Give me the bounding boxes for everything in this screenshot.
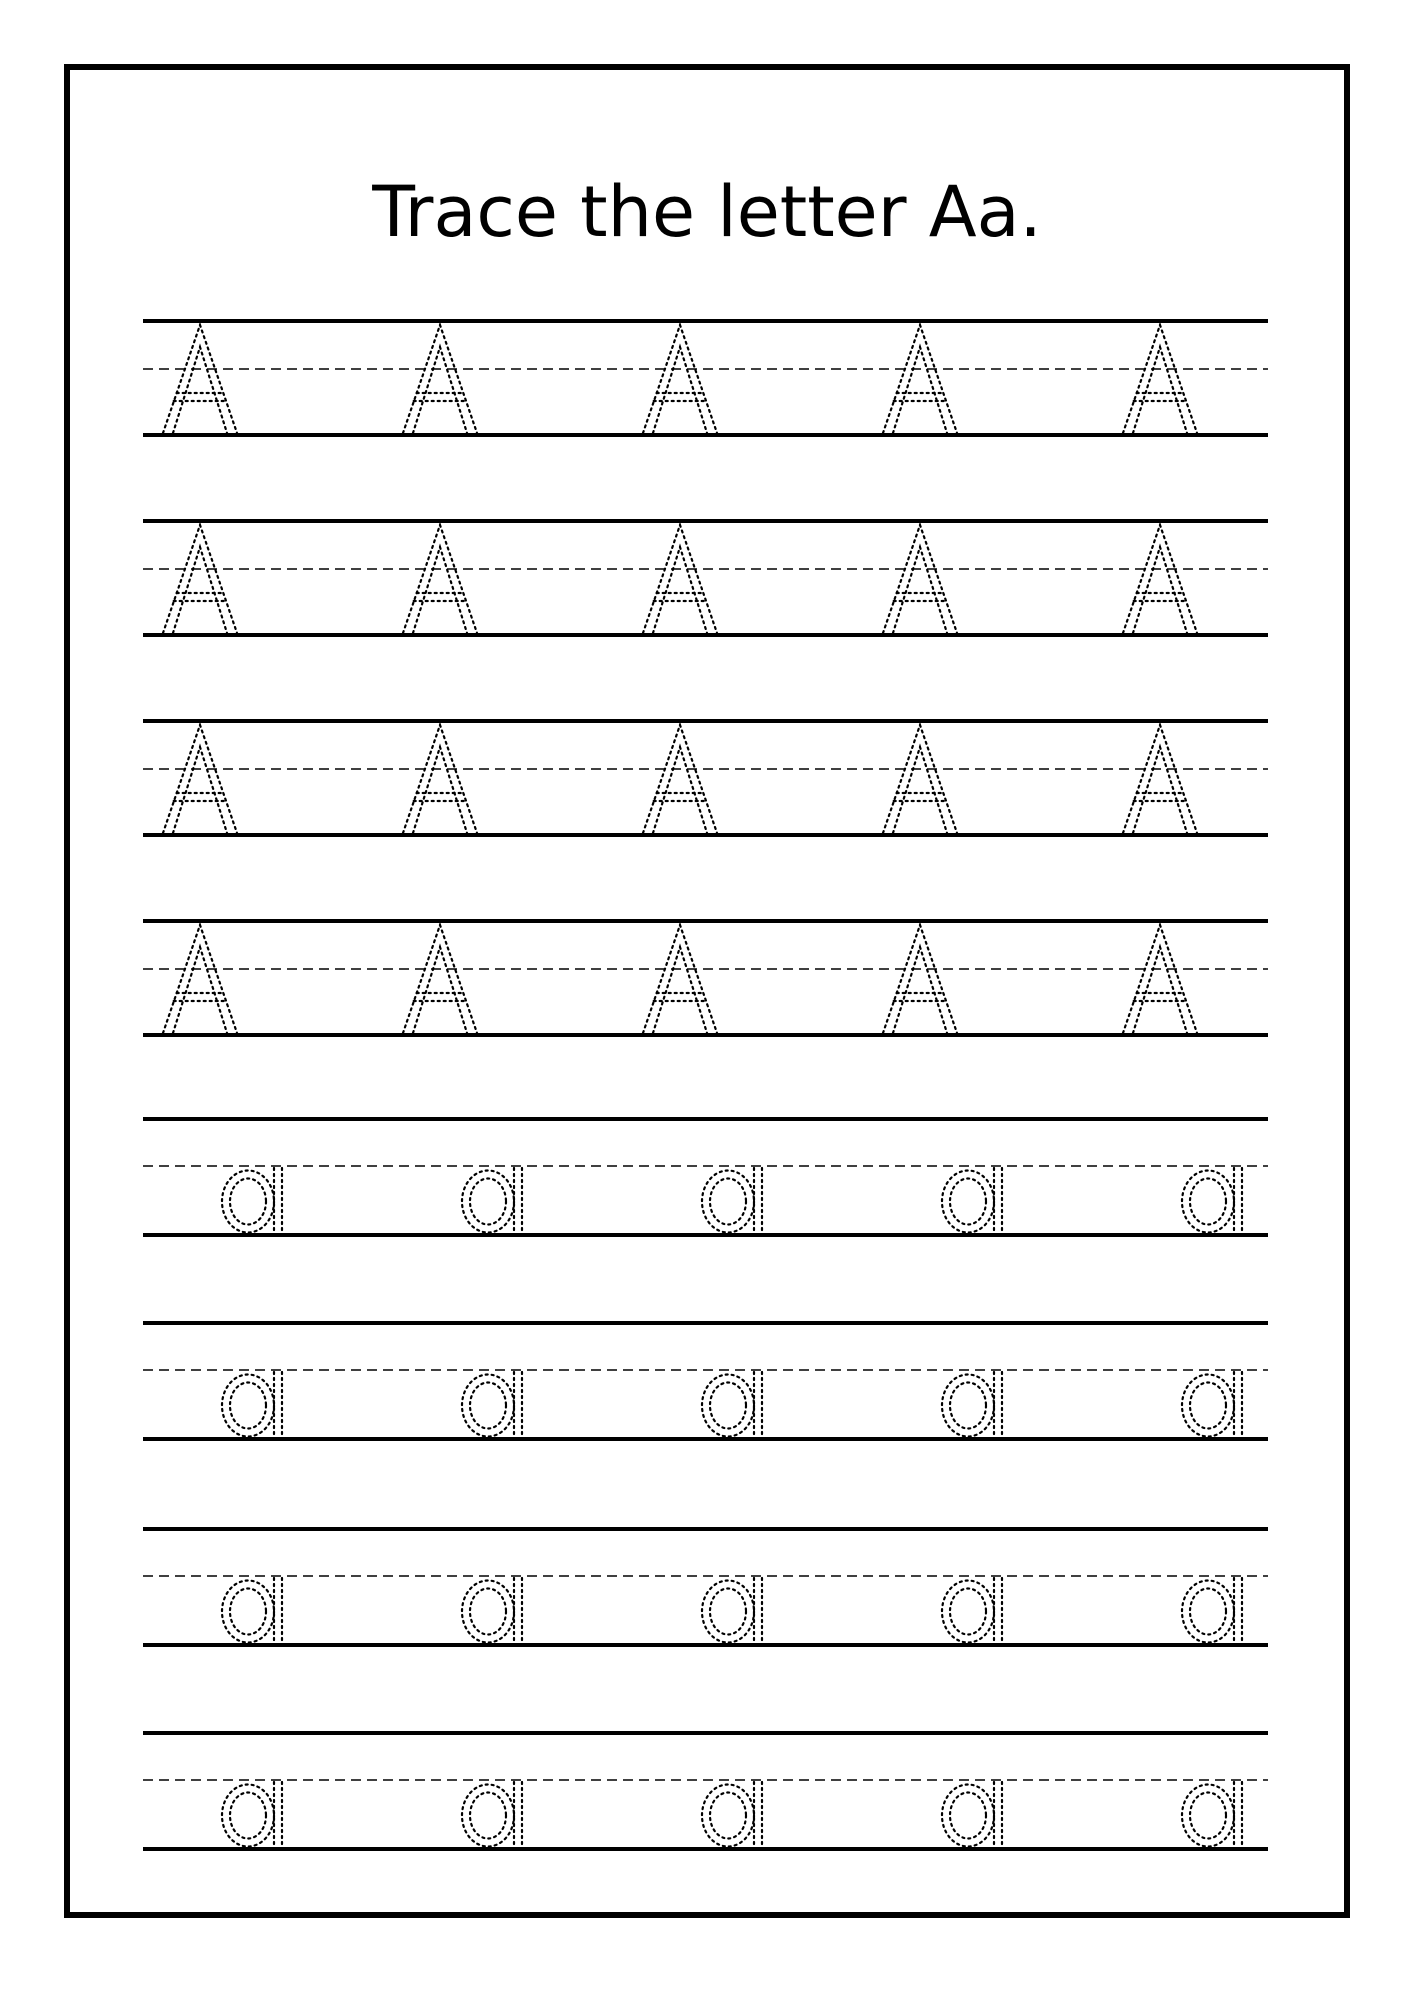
trace-crossbar xyxy=(894,593,947,601)
trace-letter-lowercase xyxy=(1182,1168,1242,1233)
trace-letter-uppercase xyxy=(163,525,237,633)
trace-letter-lowercase xyxy=(222,1372,282,1437)
trace-stem xyxy=(1234,1578,1242,1643)
trace-letter-uppercase xyxy=(403,725,477,833)
trace-letter-uppercase xyxy=(163,725,237,833)
trace-stem xyxy=(754,1168,762,1233)
trace-bowl-inner xyxy=(230,1793,266,1839)
trace-letter-uppercase xyxy=(883,725,957,833)
trace-stem xyxy=(514,1578,522,1643)
trace-stroke xyxy=(653,547,707,633)
trace-stroke xyxy=(883,525,957,633)
trace-letter-lowercase xyxy=(1182,1782,1242,1847)
trace-crossbar xyxy=(1134,993,1187,1001)
trace-letter-lowercase xyxy=(1182,1578,1242,1643)
trace-stroke xyxy=(163,525,237,633)
trace-stroke xyxy=(403,525,477,633)
trace-bowl-inner xyxy=(470,1793,506,1839)
trace-crossbar xyxy=(174,793,227,801)
trace-letter-uppercase xyxy=(883,325,957,433)
trace-stroke xyxy=(403,325,477,433)
trace-stem xyxy=(1234,1168,1242,1233)
trace-bowl-inner xyxy=(710,1179,746,1225)
trace-bowl-inner xyxy=(950,1589,986,1635)
uppercase-row xyxy=(143,721,1268,835)
trace-stroke xyxy=(173,547,227,633)
trace-stroke xyxy=(1133,747,1187,833)
trace-stroke xyxy=(1123,925,1197,1033)
trace-stroke xyxy=(413,747,467,833)
trace-stroke xyxy=(893,747,947,833)
trace-stem xyxy=(994,1372,1002,1437)
uppercase-row xyxy=(143,921,1268,1035)
trace-bowl-inner xyxy=(1190,1179,1226,1225)
trace-stroke xyxy=(883,325,957,433)
trace-stroke xyxy=(413,947,467,1033)
trace-stroke xyxy=(643,725,717,833)
trace-bowl-inner xyxy=(1190,1383,1226,1429)
trace-stem xyxy=(514,1168,522,1233)
trace-bowl-inner xyxy=(470,1383,506,1429)
trace-crossbar xyxy=(174,993,227,1001)
trace-letter-uppercase xyxy=(643,725,717,833)
trace-stroke xyxy=(1123,325,1197,433)
trace-letter-lowercase xyxy=(702,1168,762,1233)
trace-letter-lowercase xyxy=(462,1168,522,1233)
trace-stroke xyxy=(893,347,947,433)
trace-letter-uppercase xyxy=(1123,925,1197,1033)
trace-letter-lowercase xyxy=(702,1372,762,1437)
trace-letter-uppercase xyxy=(643,925,717,1033)
trace-stroke xyxy=(653,947,707,1033)
trace-bowl-inner xyxy=(950,1383,986,1429)
trace-stroke xyxy=(1123,525,1197,633)
trace-letter-uppercase xyxy=(403,925,477,1033)
trace-bowl-inner xyxy=(230,1179,266,1225)
trace-stroke xyxy=(1133,947,1187,1033)
trace-crossbar xyxy=(654,393,707,401)
lowercase-row xyxy=(143,1323,1268,1439)
trace-letter-uppercase xyxy=(643,325,717,433)
trace-bowl-inner xyxy=(230,1383,266,1429)
trace-stroke xyxy=(163,925,237,1033)
trace-bowl-inner xyxy=(950,1179,986,1225)
trace-crossbar xyxy=(894,793,947,801)
trace-stroke xyxy=(883,725,957,833)
trace-bowl-inner xyxy=(470,1179,506,1225)
trace-stem xyxy=(994,1578,1002,1643)
trace-stroke xyxy=(893,947,947,1033)
trace-crossbar xyxy=(174,593,227,601)
trace-stem xyxy=(514,1782,522,1847)
trace-stroke xyxy=(1133,347,1187,433)
trace-stem xyxy=(274,1782,282,1847)
trace-stem xyxy=(274,1372,282,1437)
trace-stroke xyxy=(163,325,237,433)
trace-crossbar xyxy=(1134,593,1187,601)
trace-letter-uppercase xyxy=(1123,725,1197,833)
trace-letter-lowercase xyxy=(462,1372,522,1437)
trace-stroke xyxy=(163,725,237,833)
trace-letter-lowercase xyxy=(942,1782,1002,1847)
trace-crossbar xyxy=(654,993,707,1001)
trace-letter-lowercase xyxy=(462,1578,522,1643)
trace-stroke xyxy=(893,547,947,633)
trace-stem xyxy=(1234,1782,1242,1847)
trace-crossbar xyxy=(414,793,467,801)
trace-bowl-inner xyxy=(1190,1793,1226,1839)
trace-stroke xyxy=(403,925,477,1033)
trace-letter-uppercase xyxy=(883,525,957,633)
trace-stroke xyxy=(173,947,227,1033)
uppercase-row xyxy=(143,521,1268,635)
lowercase-row xyxy=(143,1733,1268,1849)
trace-stroke xyxy=(1133,547,1187,633)
trace-letter-uppercase xyxy=(163,925,237,1033)
trace-stroke xyxy=(413,547,467,633)
trace-bowl-inner xyxy=(950,1793,986,1839)
trace-letter-uppercase xyxy=(643,525,717,633)
trace-stem xyxy=(754,1372,762,1437)
trace-letter-uppercase xyxy=(1123,325,1197,433)
trace-bowl-inner xyxy=(230,1589,266,1635)
trace-bowl-inner xyxy=(1190,1589,1226,1635)
trace-letter-lowercase xyxy=(702,1578,762,1643)
trace-stem xyxy=(754,1782,762,1847)
trace-crossbar xyxy=(894,993,947,1001)
trace-crossbar xyxy=(1134,393,1187,401)
trace-stroke xyxy=(643,325,717,433)
worksheet-title: Trace the letter Aa. xyxy=(372,171,1042,253)
trace-stroke xyxy=(643,925,717,1033)
trace-letter-lowercase xyxy=(942,1578,1002,1643)
trace-crossbar xyxy=(414,393,467,401)
uppercase-row xyxy=(143,321,1268,435)
trace-stroke xyxy=(653,347,707,433)
trace-bowl-inner xyxy=(710,1589,746,1635)
trace-letter-lowercase xyxy=(222,1168,282,1233)
trace-letter-lowercase xyxy=(942,1372,1002,1437)
trace-crossbar xyxy=(174,393,227,401)
trace-letter-lowercase xyxy=(222,1578,282,1643)
trace-letter-uppercase xyxy=(403,525,477,633)
trace-bowl-inner xyxy=(470,1589,506,1635)
trace-crossbar xyxy=(414,993,467,1001)
trace-stroke xyxy=(413,347,467,433)
trace-stem xyxy=(754,1578,762,1643)
trace-stem xyxy=(1234,1372,1242,1437)
trace-stroke xyxy=(403,725,477,833)
lowercase-row xyxy=(143,1119,1268,1235)
trace-crossbar xyxy=(894,393,947,401)
trace-stroke xyxy=(653,747,707,833)
trace-letter-uppercase xyxy=(403,325,477,433)
trace-crossbar xyxy=(414,593,467,601)
trace-stroke xyxy=(173,347,227,433)
trace-crossbar xyxy=(654,593,707,601)
lowercase-row xyxy=(143,1529,1268,1645)
trace-stem xyxy=(994,1168,1002,1233)
trace-stroke xyxy=(173,747,227,833)
trace-letter-uppercase xyxy=(1123,525,1197,633)
trace-letter-lowercase xyxy=(462,1782,522,1847)
trace-stem xyxy=(274,1168,282,1233)
trace-crossbar xyxy=(1134,793,1187,801)
trace-letter-lowercase xyxy=(1182,1372,1242,1437)
trace-stem xyxy=(274,1578,282,1643)
trace-crossbar xyxy=(654,793,707,801)
trace-letter-lowercase xyxy=(702,1782,762,1847)
trace-letter-lowercase xyxy=(222,1782,282,1847)
trace-stem xyxy=(514,1372,522,1437)
trace-stem xyxy=(994,1782,1002,1847)
trace-letter-uppercase xyxy=(883,925,957,1033)
trace-stroke xyxy=(1123,725,1197,833)
trace-letter-uppercase xyxy=(163,325,237,433)
trace-bowl-inner xyxy=(710,1383,746,1429)
trace-stroke xyxy=(643,525,717,633)
trace-letter-lowercase xyxy=(942,1168,1002,1233)
trace-bowl-inner xyxy=(710,1793,746,1839)
trace-stroke xyxy=(883,925,957,1033)
